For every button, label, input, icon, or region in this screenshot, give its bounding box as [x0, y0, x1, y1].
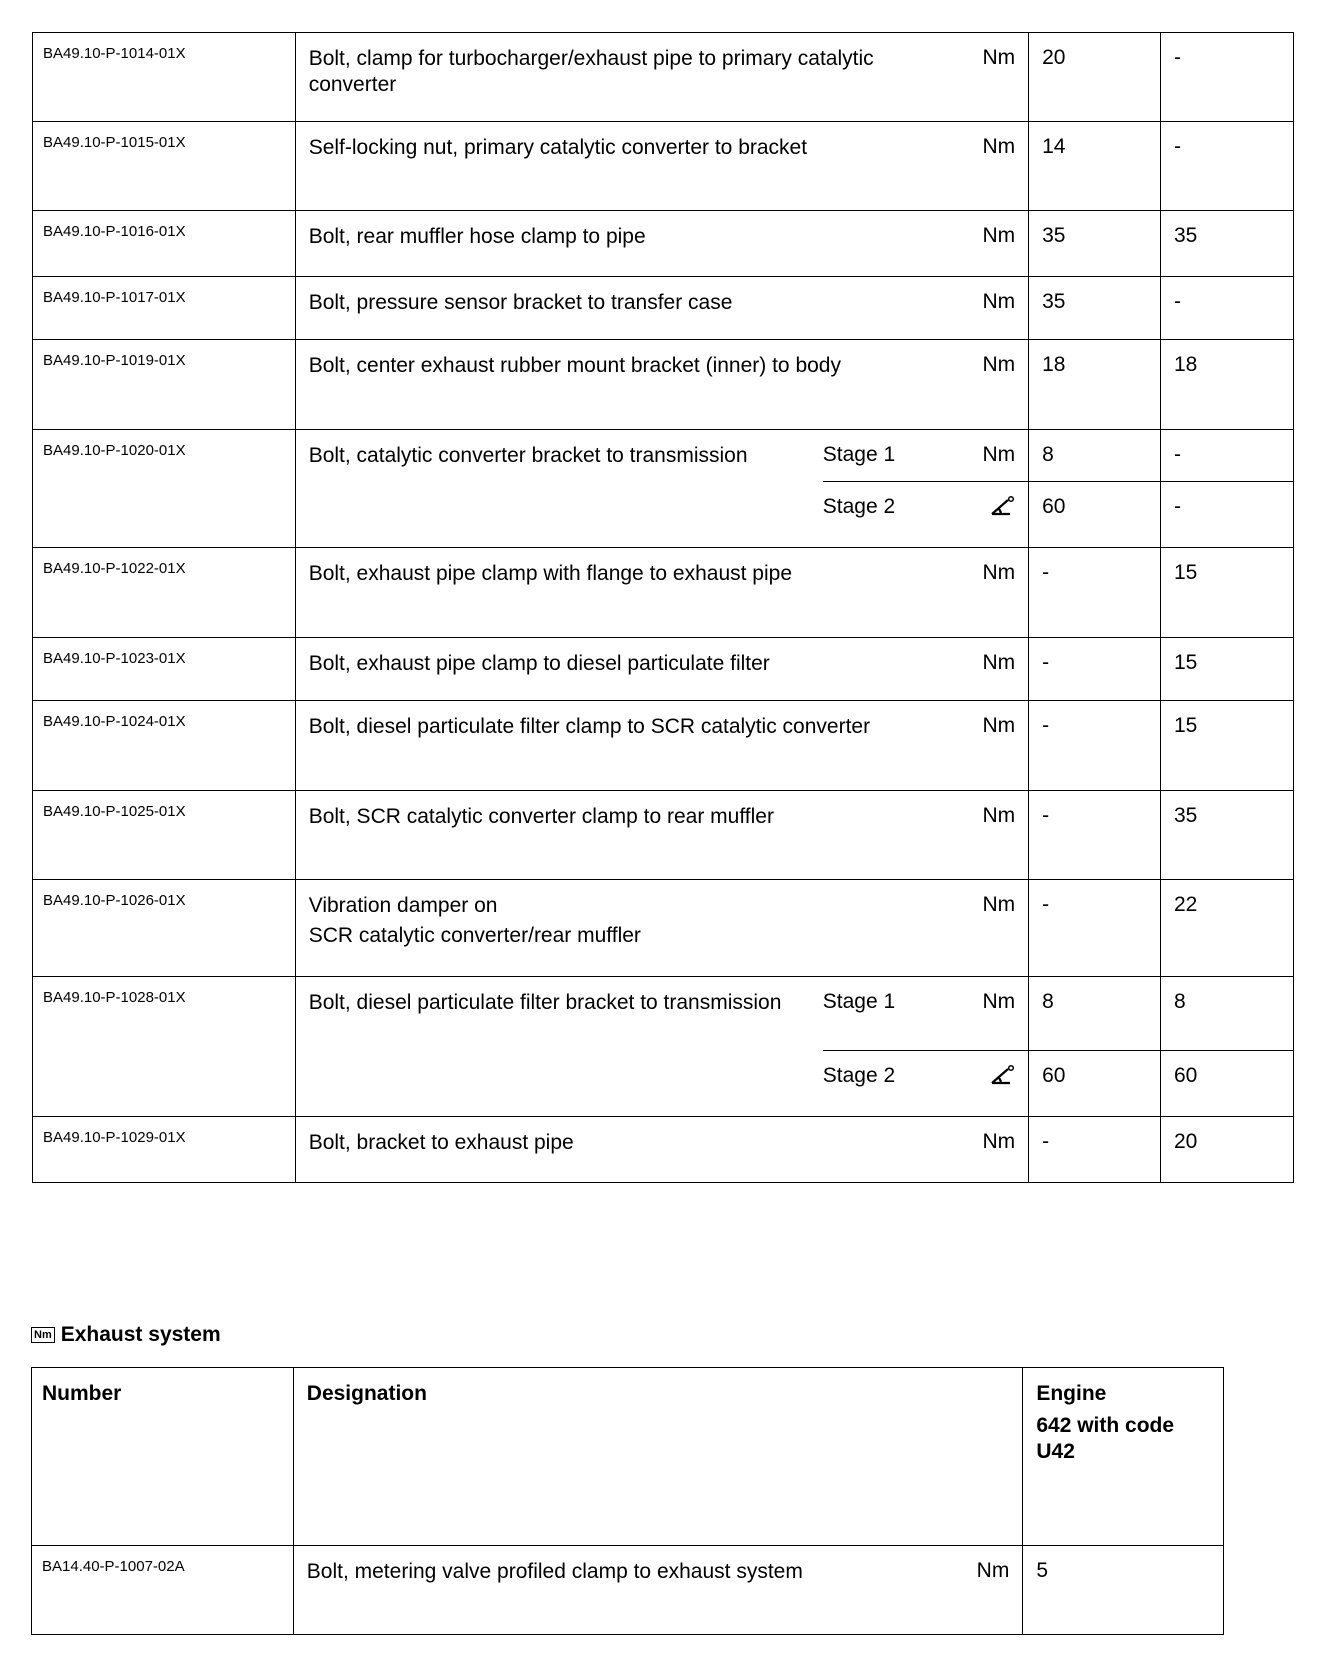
row-stage: Stage 1	[823, 977, 962, 1051]
row-designation: Bolt, bracket to exhaust pipe	[295, 1117, 962, 1183]
row-unit: Nm	[956, 1546, 1023, 1635]
row-value-1: -	[1029, 791, 1161, 880]
table-row	[33, 340, 1294, 430]
row-value-1: 8	[1029, 430, 1161, 482]
row-unit-angle	[962, 1051, 1028, 1117]
row-value-2: 15	[1161, 548, 1294, 638]
table-row	[33, 880, 1294, 977]
row-value-2: 15	[1161, 638, 1294, 701]
row-value-2: 35	[1161, 791, 1294, 880]
header-engine-label: Engine	[1036, 1382, 1107, 1405]
row-value-2: -	[1161, 33, 1294, 122]
table-row	[33, 977, 1294, 1051]
angle-icon	[989, 495, 1015, 517]
table-row	[33, 701, 1294, 791]
row-unit: Nm	[962, 791, 1028, 880]
row-unit: Nm	[962, 638, 1028, 701]
row-designation: Bolt, catalytic converter bracket to transmission	[295, 430, 823, 548]
row-unit: Nm	[962, 211, 1028, 277]
row-stage: Stage 2	[823, 482, 962, 548]
row-unit: Nm	[962, 430, 1028, 482]
row-unit: Nm	[962, 880, 1028, 977]
row-number: BA49.10-P-1020-01X	[33, 430, 296, 548]
row-designation: Bolt, pressure sensor bracket to transfer case	[295, 277, 962, 340]
header-number: Number	[32, 1368, 294, 1546]
header-engine-sub: 642 with code U42	[1036, 1414, 1175, 1463]
row-value-1: -	[1029, 638, 1161, 701]
row-stage: Stage 2	[823, 1051, 962, 1117]
angle-icon	[989, 1064, 1015, 1086]
row-value-1: 60	[1029, 482, 1161, 548]
row-value-1: -	[1029, 880, 1161, 977]
row-number: BA14.40-P-1007-02A	[32, 1546, 294, 1635]
table-row	[33, 638, 1294, 701]
row-designation: Bolt, rear muffler hose clamp to pipe	[295, 211, 962, 277]
exhaust-system-table	[31, 1367, 1224, 1635]
row-value: 5	[1023, 1546, 1224, 1635]
row-number: BA49.10-P-1022-01X	[33, 548, 296, 638]
row-value-2: 60	[1161, 1051, 1294, 1117]
table-header-row	[32, 1368, 1224, 1546]
row-designation: Bolt, SCR catalytic converter clamp to rear muffler	[295, 791, 962, 880]
row-value-1: -	[1029, 548, 1161, 638]
row-designation: Self-locking nut, primary catalytic converter to bracket	[295, 122, 962, 211]
row-value-2: -	[1161, 277, 1294, 340]
row-unit: Nm	[962, 277, 1028, 340]
section-heading	[31, 1323, 221, 1347]
section-title: Exhaust system	[60, 1323, 221, 1346]
row-designation: Bolt, exhaust pipe clamp to diesel particulate filter	[295, 638, 962, 701]
row-value-2: 15	[1161, 701, 1294, 791]
row-value-1: 8	[1029, 977, 1161, 1051]
row-value-1: -	[1029, 701, 1161, 791]
row-stage: Stage 1	[823, 430, 962, 482]
row-designation: Bolt, diesel particulate filter bracket to transmission	[295, 977, 823, 1117]
row-number: BA49.10-P-1014-01X	[33, 33, 296, 122]
row-number: BA49.10-P-1017-01X	[33, 277, 296, 340]
row-designation: Bolt, metering valve profiled clamp to exhaust system	[293, 1546, 956, 1635]
row-value-1: 14	[1029, 122, 1161, 211]
row-unit: Nm	[962, 701, 1028, 791]
row-unit: Nm	[962, 33, 1028, 122]
row-designation: Bolt, center exhaust rubber mount bracket (inner) to body	[295, 340, 962, 430]
row-number: BA49.10-P-1029-01X	[33, 1117, 296, 1183]
row-value-1: -	[1029, 1117, 1161, 1183]
row-designation	[295, 880, 962, 977]
nm-icon: Nm	[31, 1327, 55, 1343]
row-number: BA49.10-P-1015-01X	[33, 122, 296, 211]
table-row	[33, 211, 1294, 277]
row-value-2: 22	[1161, 880, 1294, 977]
row-value-2: -	[1161, 482, 1294, 548]
row-designation: Bolt, diesel particulate filter clamp to SCR catalytic converter	[295, 701, 962, 791]
row-unit: Nm	[962, 340, 1028, 430]
row-number: BA49.10-P-1024-01X	[33, 701, 296, 791]
header-engine	[1023, 1368, 1224, 1546]
row-unit: Nm	[962, 548, 1028, 638]
table-row	[33, 791, 1294, 880]
row-number: BA49.10-P-1028-01X	[33, 977, 296, 1117]
row-value-1: 35	[1029, 211, 1161, 277]
row-value-2: 20	[1161, 1117, 1294, 1183]
row-designation-line-1: Vibration damper on	[308, 894, 498, 917]
row-value-2: 8	[1161, 977, 1294, 1051]
row-value-2: -	[1161, 430, 1294, 482]
torque-table	[32, 32, 1294, 1183]
table-row	[33, 33, 1294, 122]
row-value-2: 18	[1161, 340, 1294, 430]
row-designation: Bolt, clamp for turbocharger/exhaust pipe to primary catalytic converter	[295, 33, 962, 122]
row-number: BA49.10-P-1025-01X	[33, 791, 296, 880]
row-unit: Nm	[962, 977, 1028, 1051]
row-value-1: 60	[1029, 1051, 1161, 1117]
table-row	[33, 277, 1294, 340]
row-unit-angle	[962, 482, 1028, 548]
row-unit: Nm	[962, 1117, 1028, 1183]
row-unit: Nm	[962, 122, 1028, 211]
row-number: BA49.10-P-1019-01X	[33, 340, 296, 430]
table-row	[32, 1546, 1224, 1635]
row-designation-line-2: SCR catalytic converter/rear muffler	[308, 924, 641, 947]
row-number: BA49.10-P-1016-01X	[33, 211, 296, 277]
table-row	[33, 1117, 1294, 1183]
row-number: BA49.10-P-1023-01X	[33, 638, 296, 701]
table-row	[33, 548, 1294, 638]
header-designation: Designation	[293, 1368, 1023, 1546]
row-value-1: 18	[1029, 340, 1161, 430]
table-row	[33, 122, 1294, 211]
table-row	[33, 430, 1294, 482]
row-value-1: 35	[1029, 277, 1161, 340]
row-value-2: 35	[1161, 211, 1294, 277]
row-value-1: 20	[1029, 33, 1161, 122]
row-value-2: -	[1161, 122, 1294, 211]
row-designation: Bolt, exhaust pipe clamp with flange to exhaust pipe	[295, 548, 962, 638]
row-number: BA49.10-P-1026-01X	[33, 880, 296, 977]
